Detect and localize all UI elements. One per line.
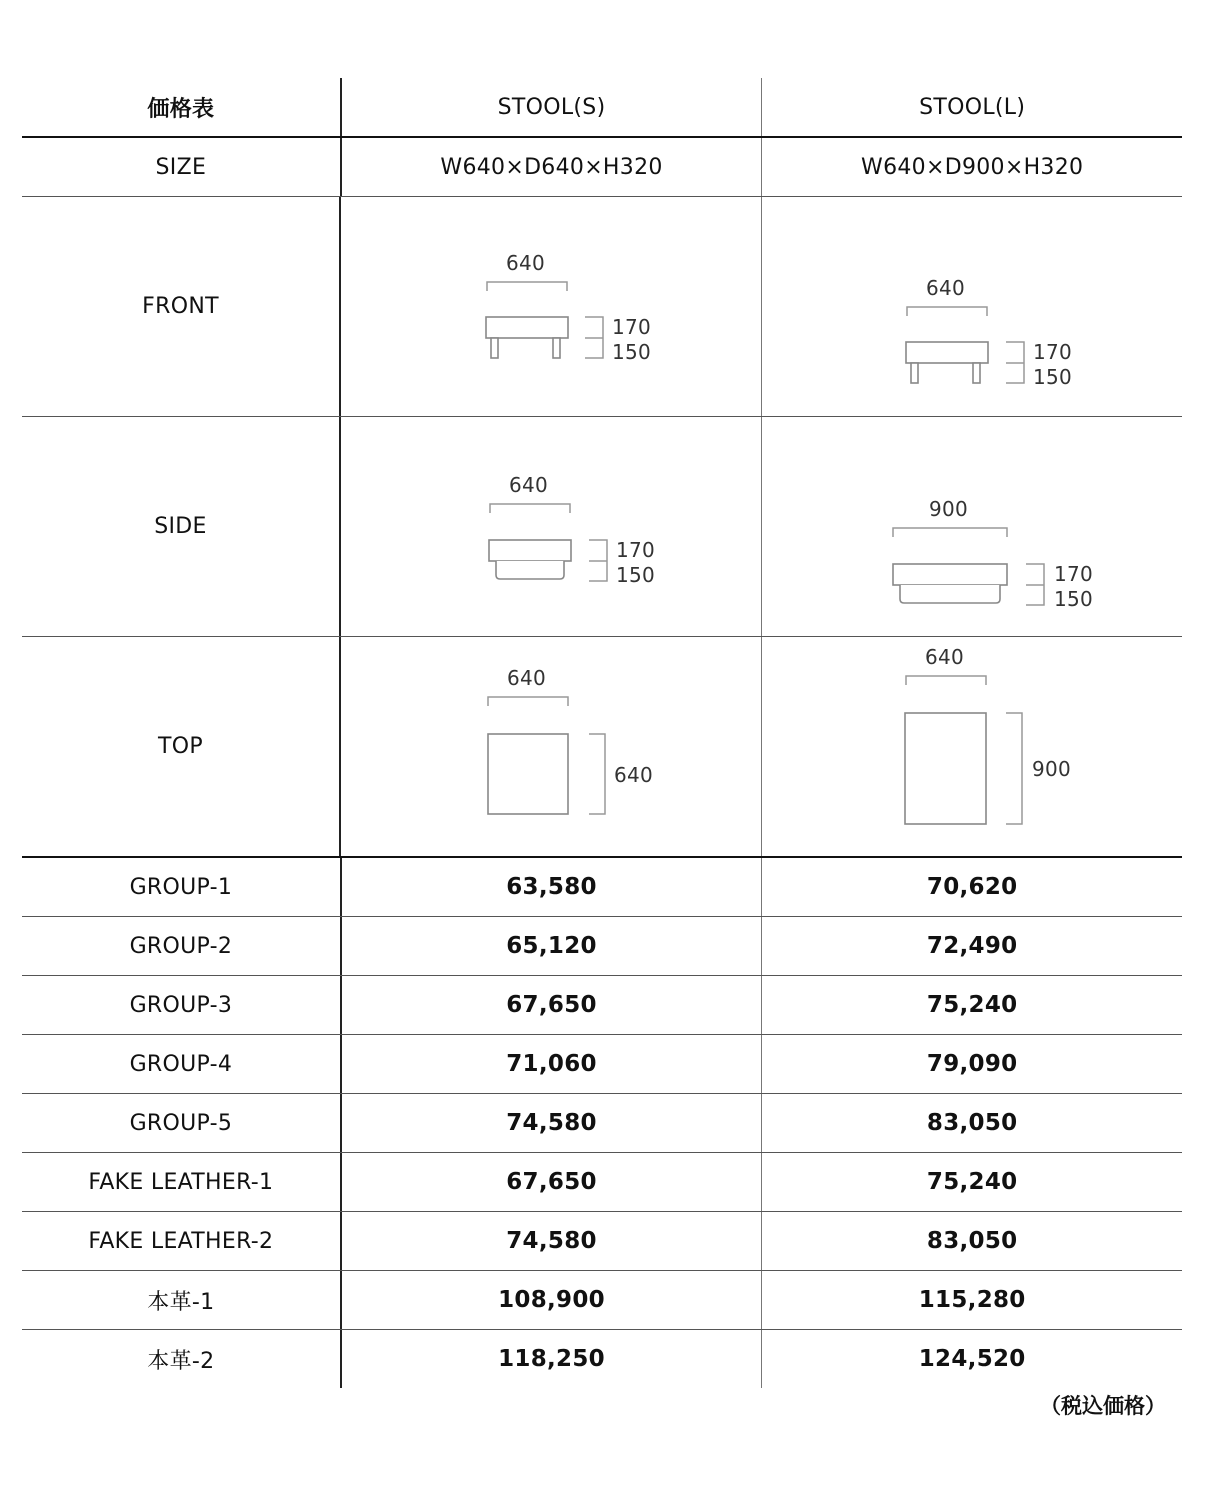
top-view-drawing — [341, 637, 761, 856]
price-row — [22, 858, 1182, 917]
row-label: GROUP-4 — [22, 1035, 342, 1093]
price-l: 124,520 — [918, 1346, 1026, 1372]
dim-h2: 150 — [1033, 365, 1073, 389]
size-value-s: W640×D640×H320 — [342, 138, 763, 196]
row-label: TOP — [22, 637, 341, 856]
side-row — [22, 417, 1182, 637]
row-label: SIZE — [22, 138, 342, 196]
price-s: 71,060 — [342, 1035, 763, 1093]
price-s: 74,580 — [342, 1212, 763, 1270]
price-s: 74,580 — [342, 1094, 763, 1152]
price-l: 83,050 — [926, 1110, 1018, 1136]
front-drawing-l — [762, 197, 1182, 416]
price-row — [22, 976, 1182, 1035]
row-label: SIDE — [22, 417, 341, 636]
price-row — [22, 1035, 1182, 1094]
top-drawing-s — [341, 637, 762, 856]
price-l: 72,490 — [926, 933, 1018, 959]
row-label: FAKE LEATHER-1 — [22, 1153, 342, 1211]
side-view-drawing — [341, 417, 761, 636]
side-view-drawing — [762, 417, 1182, 636]
front-view-drawing — [762, 197, 1182, 416]
front-row — [22, 197, 1182, 417]
price-s: 118,250 — [342, 1330, 763, 1388]
dim-width: 640 — [506, 251, 546, 275]
dim-depth: 900 — [1032, 757, 1072, 781]
side-drawing-l — [762, 417, 1182, 636]
dim-width: 640 — [925, 645, 965, 669]
header-row — [22, 78, 1182, 138]
row-label: 本革-2 — [22, 1330, 342, 1388]
dim-h2: 150 — [1054, 587, 1094, 611]
dim-depth: 640 — [614, 763, 654, 787]
price-table — [22, 78, 1182, 1388]
price-l: 79,090 — [926, 1051, 1018, 1077]
dim-width: 640 — [509, 473, 549, 497]
row-label: GROUP-2 — [22, 917, 342, 975]
price-s: 63,580 — [342, 858, 763, 916]
front-view-drawing — [341, 197, 761, 416]
column-header-stool-s: STOOL(S) — [342, 78, 763, 136]
dim-h1: 170 — [1054, 562, 1094, 586]
dim-h2: 150 — [616, 563, 656, 587]
row-label: FRONT — [22, 197, 341, 416]
size-row — [22, 138, 1182, 197]
price-row — [22, 1212, 1182, 1271]
dim-h2: 150 — [612, 340, 652, 364]
price-row — [22, 917, 1182, 976]
price-row — [22, 1330, 1182, 1388]
price-row — [22, 1153, 1182, 1212]
column-header-stool-l: STOOL(L) — [919, 94, 1026, 120]
dim-h1: 170 — [1033, 340, 1073, 364]
size-value-l: W640×D900×H320 — [861, 154, 1084, 180]
price-s: 67,650 — [342, 1153, 763, 1211]
price-row — [22, 1271, 1182, 1330]
price-s: 65,120 — [342, 917, 763, 975]
row-label: 本革-1 — [22, 1271, 342, 1329]
corner-label: 価格表 — [22, 78, 342, 136]
row-label: GROUP-5 — [22, 1094, 342, 1152]
top-view-drawing — [762, 637, 1182, 856]
dim-h1: 170 — [612, 315, 652, 339]
price-l: 70,620 — [926, 874, 1018, 900]
row-label: FAKE LEATHER-2 — [22, 1212, 342, 1270]
price-l: 115,280 — [918, 1287, 1026, 1313]
dim-width: 900 — [929, 497, 969, 521]
top-row — [22, 637, 1182, 858]
dim-width: 640 — [507, 666, 547, 690]
front-drawing-s — [341, 197, 762, 416]
dim-h1: 170 — [616, 538, 656, 562]
price-l: 83,050 — [926, 1228, 1018, 1254]
dim-width: 640 — [926, 276, 966, 300]
top-drawing-l — [762, 637, 1182, 856]
price-l: 75,240 — [926, 1169, 1018, 1195]
price-l: 75,240 — [926, 992, 1018, 1018]
tax-included-note: （税込価格） — [1040, 1394, 1166, 1418]
row-label: GROUP-3 — [22, 976, 342, 1034]
side-drawing-s — [341, 417, 762, 636]
price-s: 67,650 — [342, 976, 763, 1034]
price-row — [22, 1094, 1182, 1153]
row-label: GROUP-1 — [22, 858, 342, 916]
price-s: 108,900 — [342, 1271, 763, 1329]
